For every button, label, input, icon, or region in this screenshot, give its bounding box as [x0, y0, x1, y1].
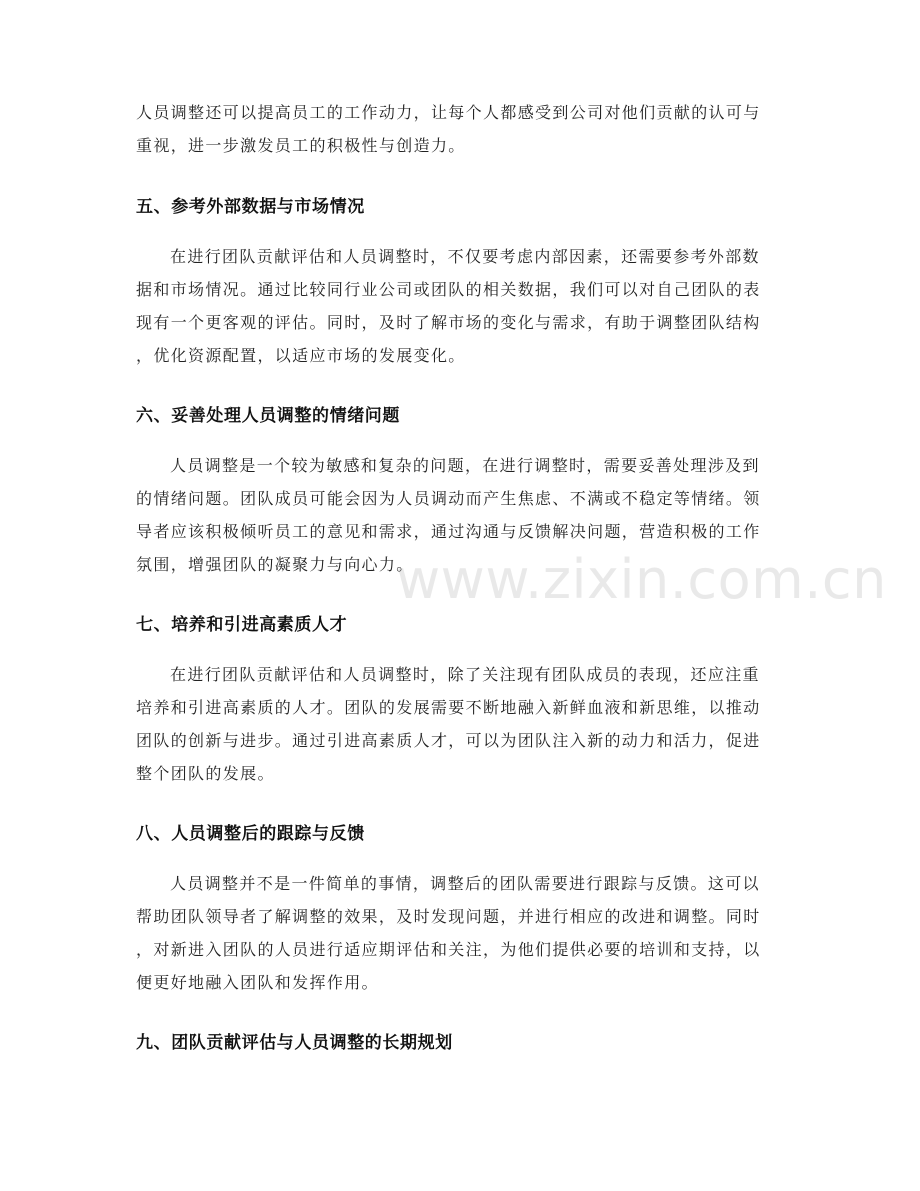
section-heading-9: 九、团队贡献评估与人员调整的长期规划 [136, 1033, 453, 1053]
section-heading-7: 七、培养和引进高素质人才 [136, 615, 348, 635]
paragraph-line: 整个团队的发展。 [136, 764, 275, 783]
paragraph-line: 重视，进一步激发员工的积极性与创造力。 [136, 136, 466, 155]
paragraph-line: ，优化资源配置，以适应市场的发展变化。 [136, 346, 466, 365]
paragraph-line: 在进行团队贡献评估和人员调整时，除了关注现有团队成员的表现，还应注重 [170, 665, 760, 684]
paragraph-line: 团队的创新与进步。通过引进高素质人才，可以为团队注入新的动力和活力，促进 [136, 731, 761, 750]
section-heading-8: 八、人员调整后的跟踪与反馈 [136, 824, 365, 844]
paragraph-line: 便更好地融入团队和发挥作用。 [136, 973, 379, 992]
paragraph-line: 导者应该积极倾听员工的意见和需求，通过沟通与反馈解决问题，营造积极的工作 [136, 522, 761, 541]
paragraph-line: 帮助团队领导者了解调整的效果，及时发现问题，并进行相应的改进和调整。同时 [136, 907, 761, 926]
paragraph-line: 人员调整还可以提高员工的工作动力，让每个人都感受到公司对他们贡献的认可与 [136, 103, 761, 122]
paragraph-line: ，对新进入团队的人员进行适应期评估和关注，为他们提供必要的培训和支持，以 [136, 940, 761, 959]
section-heading-6: 六、妥善处理人员调整的情绪问题 [136, 406, 400, 426]
paragraph-section-7 [136, 658, 796, 790]
paragraph-line: 现有一个更客观的评估。同时，及时了解市场的变化与需求，有助于调整团队结构 [136, 313, 761, 332]
paragraph-section-5 [136, 240, 796, 372]
paragraph-section-6 [136, 449, 796, 581]
paragraph-line: 人员调整是一个较为敏感和复杂的问题，在进行调整时，需要妥善处理涉及到 [170, 456, 760, 475]
section-heading-5: 五、参考外部数据与市场情况 [136, 197, 365, 217]
watermark-text: www.zixin.com.cn [396, 548, 887, 611]
paragraph-line: 的情绪问题。团队成员可能会因为人员调动而产生焦虑、不满或不稳定等情绪。领 [136, 489, 761, 508]
paragraph-line: 培养和引进高素质的人才。团队的发展需要不断地融入新鲜血液和新思维，以推动 [136, 698, 761, 717]
paragraph-section-8 [136, 867, 796, 999]
paragraph-intro [136, 96, 796, 162]
paragraph-line: 在进行团队贡献评估和人员调整时，不仅要考虑内部因素，还需要参考外部数 [170, 247, 760, 266]
paragraph-line: 人员调整并不是一件简单的事情，调整后的团队需要进行跟踪与反馈。这可以 [170, 874, 760, 893]
paragraph-line: 据和市场情况。通过比较同行业公司或团队的相关数据，我们可以对自己团队的表 [136, 280, 761, 299]
paragraph-line: 氛围，增强团队的凝聚力与向心力。 [136, 555, 414, 574]
